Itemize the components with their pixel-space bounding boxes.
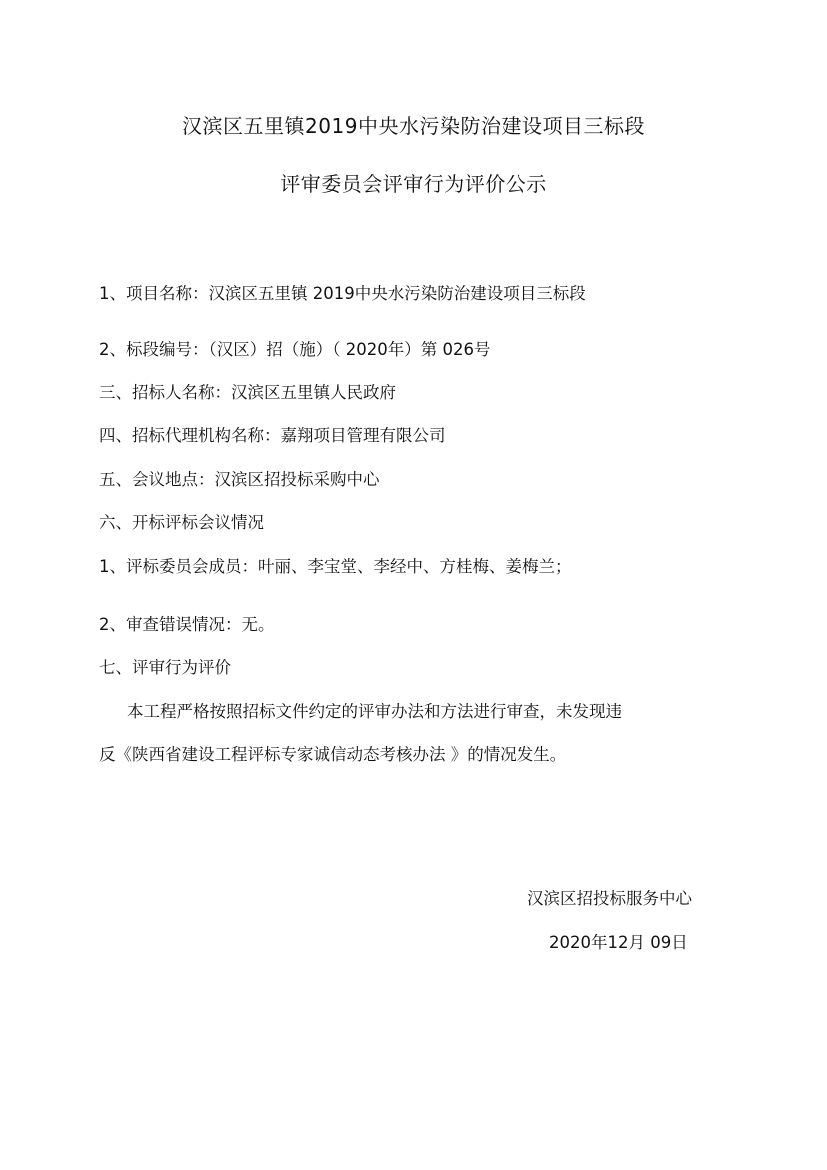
item-evaluation-heading: 七、评审行为评价 bbox=[99, 658, 231, 677]
item-committee-members: 1、评标委员会成员：叶丽、李宝堂、李经中、方桂梅、姜梅兰； bbox=[99, 557, 572, 576]
signature-organization: 汉滨区招投标服务中心 bbox=[527, 889, 692, 908]
item-tenderer-name: 三、招标人名称：汉滨区五里镇人民政府 bbox=[99, 383, 396, 402]
evaluation-paragraph-line-1: 本工程严格按照招标文件约定的评审办法和方法进行审查，未发现违 bbox=[127, 702, 622, 721]
item-review-errors: 2、审查错误情况：无。 bbox=[99, 615, 275, 634]
evaluation-paragraph-line-2: 反《陕西省建设工程评标专家诚信动态考核办法 》的情况发生。 bbox=[99, 745, 567, 764]
item-meeting-status-heading: 六、开标评标会议情况 bbox=[99, 513, 264, 532]
item-project-name: 1、项目名称：汉滨区五里镇 2019中央水污染防治建设项目三标段 bbox=[99, 284, 586, 303]
document-title-line-1: 汉滨区五里镇2019中央水污染防治建设项目三标段 bbox=[182, 114, 645, 138]
item-section-number: 2、标段编号：（汉区）招（施）（ 2020年）第 026号 bbox=[99, 340, 491, 359]
item-meeting-location: 五、会议地点：汉滨区招投标采购中心 bbox=[99, 470, 380, 489]
document-title-line-2: 评审委员会评审行为评价公示 bbox=[280, 172, 547, 196]
item-agency-name: 四、招标代理机构名称：嘉翔项目管理有限公司 bbox=[99, 426, 446, 445]
signature-date: 2020年12月 09日 bbox=[549, 933, 688, 952]
